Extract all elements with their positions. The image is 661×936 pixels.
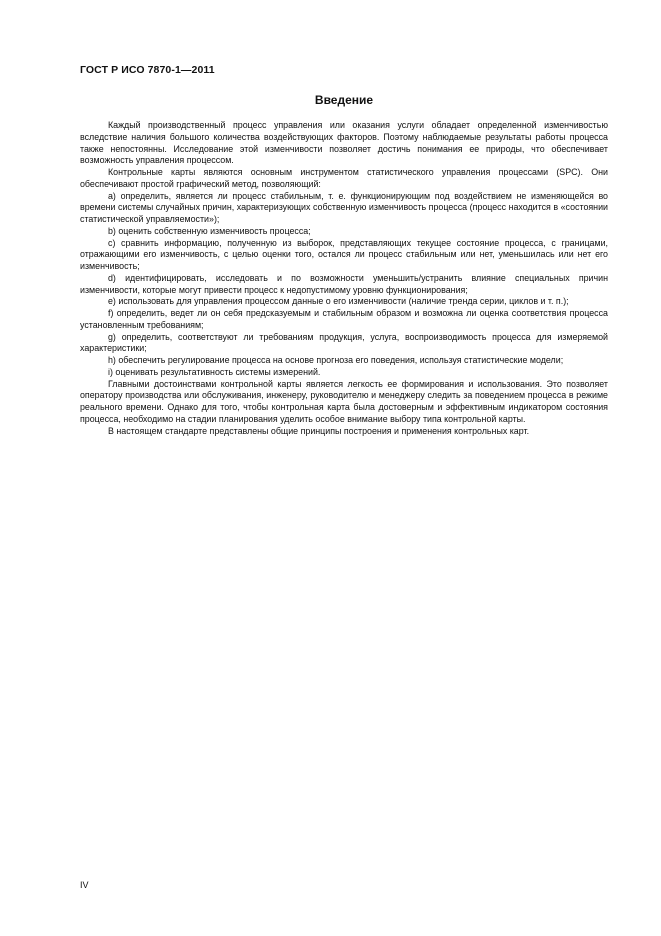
list-item-b: b) оценить собственную изменчивость процесса;: [108, 225, 311, 236]
section-title: Введение: [314, 93, 374, 107]
standard-header: ГОСТ Р ИСО 7870-1—2011: [80, 64, 215, 76]
list-item-i: i) оценивать результативность системы измерений.: [108, 366, 321, 377]
list-item-h: h) обеспечить регулирование процесса на основе прогноза его поведения, используя статистические модели;: [108, 355, 564, 365]
paragraph-advantages: Главными достоинствами контрольной карты является легкость ее формирования и использования. Это позволяет оператору производства или обслуживания, инженеру, руководителю и менеджеру следить за поведением процесса в режиме реального времени. Однако для того, чтобы контрольная карта была достоверным и эффективным индикатором состояния процесса, необходимо на стадии планирования уделить особое внимание выбору типа контрольной карты.: [80, 378, 608, 424]
list-item-f: f) определить, ведет ли он себя предсказуемым и стабильным образом и возможна ли оценка соответствия процесса установленным требованиям;: [80, 308, 608, 330]
list-item-e: e) использовать для управления процессом данные о его изменчивости (наличие тренда серии, циклов и т. п.);: [108, 296, 569, 307]
paragraph-control-charts: Контрольные карты являются основным инструментом статистического управления процессами (SPC). Они обеспечивают простой графический метод, позволяющий:: [80, 167, 608, 189]
list-item-d: d) идентифицировать, исследовать и по возможности уменьшить/устранить влияние специальных причин изменчивости, которые могут привести процесс к недопустимому уровню функционирования;: [80, 272, 608, 295]
paragraph-intro: Каждый производственный процесс управления или оказания услуги обладает определенной изменчивостью вследствие наличия большого количества воздействующих факторов. Поэтому наблюдаемые результаты работы процесса также непостоянны. Исследование этой изменчивости позволяет достичь понимания ее природы, что обеспечивает возможность управления процессом.: [80, 120, 608, 166]
paragraph-scope: В настоящем стандарте представлены общие принципы построения и применения контрольных карт.: [108, 425, 530, 436]
list-item-g: g) определить, соответствуют ли требованиям продукция, услуга, воспроизводимость процесса для измеряемой характеристики;: [80, 331, 608, 354]
page-number: IV: [80, 880, 89, 890]
list-item-a: a) определить, является ли процесс стабильным, т. е. функционирующим под воздействием не изменяющейся во времени системы случайных причин, характеризующих собственную изменчивость процесса (процесс находится в «состоянии статистической управляемости»);: [80, 190, 608, 224]
list-item-c: c) сравнить информацию, полученную из выборок, представляющих текущее состояние процесса, с границами, отражающими его изменчивость, с целью оценки того, остался ли процесс стабильным или нет, уменьшилась или нет его изменчивость;: [80, 237, 608, 271]
body-text: [80, 120, 608, 437]
